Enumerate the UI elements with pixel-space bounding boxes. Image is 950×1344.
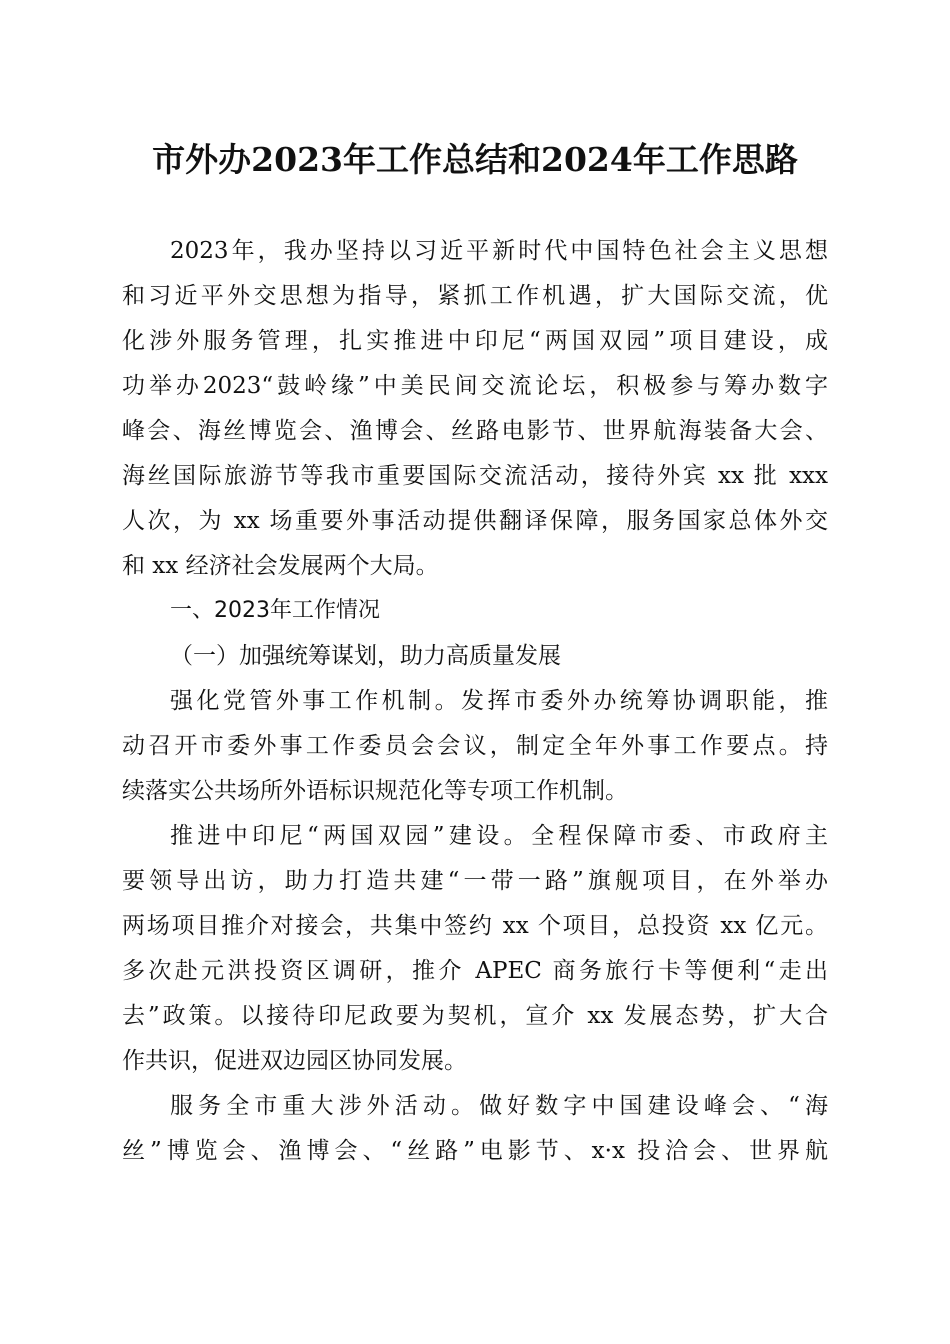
intro-line: 人次，为 xx 场重要外事活动提供翻译保障，服务国家总体外交 [122, 508, 828, 534]
paragraph-line: 去”政策。以接待印尼政要为契机，宣介 xx 发展态势，扩大合 [122, 1003, 828, 1029]
paragraph-line: 要领导出访，助力打造共建“一带一路”旗舰项目，在外举办 [122, 868, 828, 894]
document-title: 市外办2023年工作总结和2024年工作思路 [152, 140, 798, 179]
paragraph-line: 丝”博览会、渔博会、“丝路”电影节、x·x 投洽会、世界航 [122, 1138, 828, 1164]
intro-line: 化涉外服务管理，扎实推进中印尼“两国双园”项目建设，成 [122, 328, 828, 354]
intro-line: 海丝国际旅游节等我市重要国际交流活动，接待外宾 xx 批 xxx [122, 463, 828, 489]
intro-line: 2023年，我办坚持以习近平新时代中国特色社会主义思想 [170, 238, 828, 264]
intro-line: 峰会、海丝博览会、渔博会、丝路电影节、世界航海装备大会、 [122, 418, 828, 444]
section-heading: 一、2023年工作情况 [170, 598, 380, 623]
intro-line: 功举办2023“鼓岭缘”中美民间交流论坛，积极参与筹办数字 [122, 373, 828, 399]
subsection-heading: （一）加强统筹谋划，助力高质量发展 [170, 643, 561, 669]
paragraph-line: 强化党管外事工作机制。发挥市委外办统筹协调职能，推 [170, 688, 828, 714]
paragraph-line: 多次赴元洪投资区调研，推介 APEC 商务旅行卡等便利“走出 [122, 958, 828, 984]
paragraph-line: 动召开市委外事工作委员会会议，制定全年外事工作要点。持 [122, 733, 828, 759]
paragraph-line: 作共识，促进双边园区协同发展。 [122, 1048, 467, 1074]
paragraph-line: 服务全市重大涉外活动。做好数字中国建设峰会、“海 [170, 1093, 828, 1119]
intro-line: 和习近平外交思想为指导，紧抓工作机遇，扩大国际交流，优 [122, 283, 828, 309]
paragraph-line: 两场项目推介对接会，共集中签约 xx 个项目，总投资 xx 亿元。 [122, 913, 828, 939]
intro-line: 和 xx 经济社会发展两个大局。 [122, 553, 439, 579]
paragraph-line: 推进中印尼“两国双园”建设。全程保障市委、市政府主 [170, 823, 828, 849]
paragraph-line: 续落实公共场所外语标识规范化等专项工作机制。 [122, 778, 628, 804]
